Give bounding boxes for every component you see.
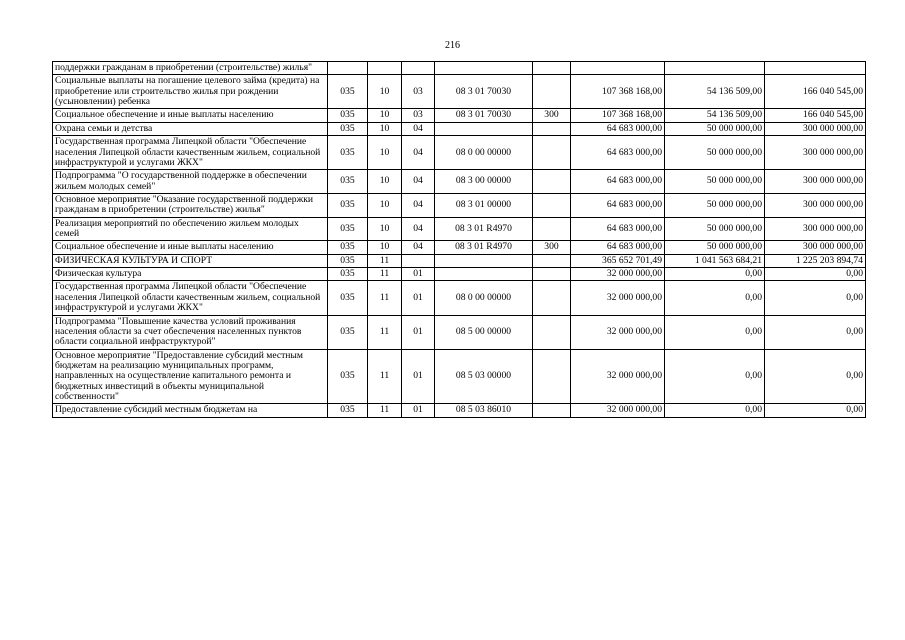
table-row — [53, 281, 866, 315]
amount-year1-cell: 64 683 000,00 — [571, 122, 665, 135]
table-row — [53, 62, 866, 75]
amount-year1-cell: 107 368 168,00 — [571, 75, 665, 109]
target-article-cell: 08 5 00 00000 — [435, 315, 533, 349]
row-name-cell: Реализация мероприятий по обеспечению жильем молодых семей — [53, 217, 328, 241]
admin-code-cell: 035 — [328, 241, 368, 254]
subsection-code-cell — [402, 254, 435, 267]
table-row — [53, 349, 866, 404]
amount-year1-cell — [571, 62, 665, 75]
admin-code-cell: 035 — [328, 122, 368, 135]
section-code-cell: 11 — [368, 349, 402, 404]
amount-year1-cell: 32 000 000,00 — [571, 349, 665, 404]
amount-year3-cell: 166 040 545,00 — [765, 109, 866, 122]
section-code-cell: 11 — [368, 268, 402, 281]
target-article-cell — [435, 62, 533, 75]
target-article-cell: 08 0 00 00000 — [435, 281, 533, 315]
amount-year2-cell: 0,00 — [665, 349, 765, 404]
target-article-cell: 08 3 01 R4970 — [435, 241, 533, 254]
expense-type-cell — [533, 349, 571, 404]
row-name-cell: Охрана семьи и детства — [53, 122, 328, 135]
target-article-cell — [435, 122, 533, 135]
row-name-cell: поддержки гражданам в приобретении (строительстве) жилья" — [53, 62, 328, 75]
amount-year3-cell: 0,00 — [765, 404, 866, 417]
expense-type-cell: 300 — [533, 241, 571, 254]
row-name-cell: Основное мероприятие "Оказание государственной поддержки гражданам в приобретении (строительстве) жилья" — [53, 193, 328, 217]
subsection-code-cell: 04 — [402, 241, 435, 254]
target-article-cell: 08 5 03 00000 — [435, 349, 533, 404]
amount-year3-cell — [765, 62, 866, 75]
admin-code-cell: 035 — [328, 217, 368, 241]
admin-code-cell — [328, 62, 368, 75]
section-code-cell: 10 — [368, 109, 402, 122]
subsection-code-cell: 03 — [402, 109, 435, 122]
section-code-cell: 11 — [368, 281, 402, 315]
table-row — [53, 404, 866, 417]
amount-year2-cell: 1 041 563 684,21 — [665, 254, 765, 267]
target-article-cell: 08 0 00 00000 — [435, 136, 533, 170]
section-code-cell: 10 — [368, 75, 402, 109]
subsection-code-cell: 01 — [402, 404, 435, 417]
budget-table — [52, 61, 866, 418]
admin-code-cell: 035 — [328, 281, 368, 315]
expense-type-cell: 300 — [533, 109, 571, 122]
subsection-code-cell: 01 — [402, 315, 435, 349]
target-article-cell: 08 3 01 00000 — [435, 193, 533, 217]
amount-year3-cell: 0,00 — [765, 281, 866, 315]
amount-year1-cell: 64 683 000,00 — [571, 241, 665, 254]
table-row — [53, 122, 866, 135]
table-row — [53, 109, 866, 122]
amount-year2-cell — [665, 62, 765, 75]
section-code-cell: 10 — [368, 193, 402, 217]
subsection-code-cell: 01 — [402, 268, 435, 281]
amount-year1-cell: 32 000 000,00 — [571, 281, 665, 315]
amount-year3-cell: 300 000 000,00 — [765, 136, 866, 170]
amount-year2-cell: 50 000 000,00 — [665, 193, 765, 217]
row-name-cell: ФИЗИЧЕСКАЯ КУЛЬТУРА И СПОРТ — [53, 254, 328, 267]
amount-year3-cell: 300 000 000,00 — [765, 193, 866, 217]
row-name-cell: Предоставление субсидий местным бюджетам на — [53, 404, 328, 417]
table-row — [53, 254, 866, 267]
section-code-cell: 10 — [368, 217, 402, 241]
section-code-cell — [368, 62, 402, 75]
row-name-cell: Социальное обеспечение и иные выплаты населению — [53, 241, 328, 254]
row-name-cell: Подпрограмма "Повышение качества условий проживания населения области за счет обеспечения населенных пунктов области социальной инфраструктурой" — [53, 315, 328, 349]
table-row — [53, 315, 866, 349]
expense-type-cell — [533, 62, 571, 75]
table-row — [53, 241, 866, 254]
subsection-code-cell: 01 — [402, 281, 435, 315]
admin-code-cell: 035 — [328, 315, 368, 349]
expense-type-cell — [533, 170, 571, 194]
expense-type-cell — [533, 217, 571, 241]
amount-year1-cell: 64 683 000,00 — [571, 193, 665, 217]
expense-type-cell — [533, 315, 571, 349]
page-number: 216 — [445, 40, 460, 51]
amount-year1-cell: 64 683 000,00 — [571, 170, 665, 194]
expense-type-cell — [533, 122, 571, 135]
amount-year2-cell: 50 000 000,00 — [665, 136, 765, 170]
admin-code-cell: 035 — [328, 75, 368, 109]
amount-year3-cell: 0,00 — [765, 268, 866, 281]
amount-year2-cell: 54 136 509,00 — [665, 109, 765, 122]
section-code-cell: 11 — [368, 254, 402, 267]
row-name-cell: Государственная программа Липецкой области "Обеспечение населения Липецкой области качественным жильем, социальной инфраструктурой и услугами ЖКХ" — [53, 136, 328, 170]
section-code-cell: 11 — [368, 404, 402, 417]
amount-year2-cell: 54 136 509,00 — [665, 75, 765, 109]
target-article-cell: 08 3 01 R4970 — [435, 217, 533, 241]
section-code-cell: 10 — [368, 122, 402, 135]
amount-year3-cell: 0,00 — [765, 349, 866, 404]
target-article-cell: 08 3 01 70030 — [435, 75, 533, 109]
row-name-cell: Физическая культура — [53, 268, 328, 281]
row-name-cell: Социальные выплаты на погашение целевого займа (кредита) на приобретение или строительство жилья при рождении (усыновлении) ребенка — [53, 75, 328, 109]
admin-code-cell: 035 — [328, 170, 368, 194]
table-row — [53, 193, 866, 217]
subsection-code-cell: 04 — [402, 122, 435, 135]
subsection-code-cell: 04 — [402, 217, 435, 241]
amount-year1-cell: 64 683 000,00 — [571, 136, 665, 170]
expense-type-cell — [533, 254, 571, 267]
admin-code-cell: 035 — [328, 109, 368, 122]
amount-year1-cell: 32 000 000,00 — [571, 315, 665, 349]
amount-year2-cell: 50 000 000,00 — [665, 241, 765, 254]
subsection-code-cell: 04 — [402, 136, 435, 170]
target-article-cell — [435, 268, 533, 281]
amount-year2-cell: 50 000 000,00 — [665, 217, 765, 241]
section-code-cell: 10 — [368, 241, 402, 254]
amount-year3-cell: 0,00 — [765, 315, 866, 349]
admin-code-cell: 035 — [328, 268, 368, 281]
row-name-cell: Государственная программа Липецкой области "Обеспечение населения Липецкой области качественным жильем, социальной инфраструктурой и услугами ЖКХ" — [53, 281, 328, 315]
amount-year3-cell: 166 040 545,00 — [765, 75, 866, 109]
amount-year3-cell: 300 000 000,00 — [765, 122, 866, 135]
row-name-cell: Подпрограмма "О государственной поддержке в обеспечении жильем молодых семей" — [53, 170, 328, 194]
table-row — [53, 170, 866, 194]
amount-year1-cell: 107 368 168,00 — [571, 109, 665, 122]
target-article-cell: 08 3 01 70030 — [435, 109, 533, 122]
expense-type-cell — [533, 404, 571, 417]
amount-year1-cell: 32 000 000,00 — [571, 404, 665, 417]
amount-year1-cell: 64 683 000,00 — [571, 217, 665, 241]
target-article-cell: 08 5 03 86010 — [435, 404, 533, 417]
table-row — [53, 268, 866, 281]
amount-year2-cell: 50 000 000,00 — [665, 122, 765, 135]
expense-type-cell — [533, 281, 571, 315]
subsection-code-cell: 01 — [402, 349, 435, 404]
admin-code-cell: 035 — [328, 404, 368, 417]
amount-year2-cell: 0,00 — [665, 404, 765, 417]
target-article-cell — [435, 254, 533, 267]
section-code-cell: 10 — [368, 136, 402, 170]
amount-year3-cell: 300 000 000,00 — [765, 217, 866, 241]
admin-code-cell: 035 — [328, 136, 368, 170]
amount-year1-cell: 32 000 000,00 — [571, 268, 665, 281]
target-article-cell: 08 3 00 00000 — [435, 170, 533, 194]
row-name-cell: Основное мероприятие "Предоставление субсидий местным бюджетам на реализацию муниципальных программ, направленных на осуществление капитального ремонта и бюджетных инвестиций в объекты муниципальной собственности" — [53, 349, 328, 404]
table-row — [53, 217, 866, 241]
amount-year2-cell: 0,00 — [665, 315, 765, 349]
section-code-cell: 10 — [368, 170, 402, 194]
subsection-code-cell — [402, 62, 435, 75]
admin-code-cell: 035 — [328, 193, 368, 217]
subsection-code-cell: 04 — [402, 193, 435, 217]
table-row — [53, 136, 866, 170]
amount-year2-cell: 0,00 — [665, 268, 765, 281]
section-code-cell: 11 — [368, 315, 402, 349]
row-name-cell: Социальное обеспечение и иные выплаты населению — [53, 109, 328, 122]
amount-year3-cell: 300 000 000,00 — [765, 241, 866, 254]
expense-type-cell — [533, 75, 571, 109]
admin-code-cell: 035 — [328, 254, 368, 267]
amount-year2-cell: 50 000 000,00 — [665, 170, 765, 194]
amount-year2-cell: 0,00 — [665, 281, 765, 315]
subsection-code-cell: 04 — [402, 170, 435, 194]
expense-type-cell — [533, 268, 571, 281]
admin-code-cell: 035 — [328, 349, 368, 404]
table-row — [53, 75, 866, 109]
expense-type-cell — [533, 193, 571, 217]
amount-year3-cell: 300 000 000,00 — [765, 170, 866, 194]
amount-year3-cell: 1 225 203 894,74 — [765, 254, 866, 267]
subsection-code-cell: 03 — [402, 75, 435, 109]
amount-year1-cell: 365 652 701,49 — [571, 254, 665, 267]
expense-type-cell — [533, 136, 571, 170]
